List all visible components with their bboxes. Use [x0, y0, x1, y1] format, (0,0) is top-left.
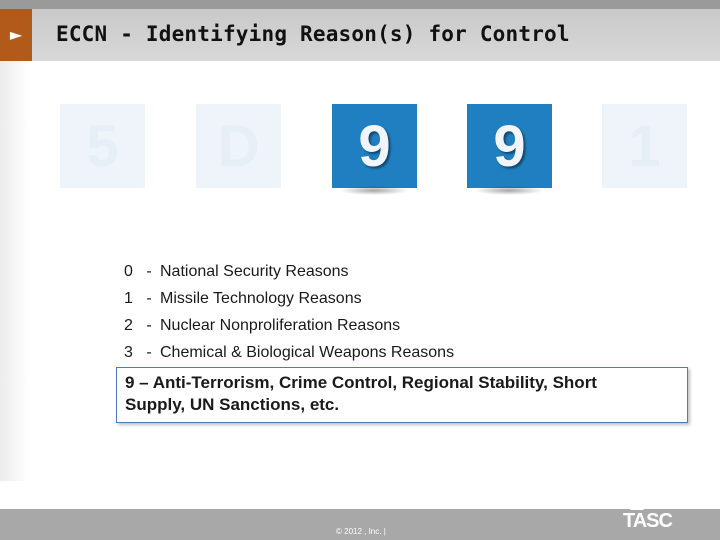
logo-triangle-icon — [630, 496, 644, 510]
callout-line-2: Supply, UN Sanctions, etc. — [125, 395, 340, 414]
eccn-digit-2: D — [196, 104, 281, 188]
play-arrow-icon: ► — [9, 25, 23, 44]
reason-number: 1 — [124, 289, 133, 307]
copyright-text: © 2012 , Inc. | — [336, 527, 386, 536]
callout-line-1: 9 – Anti-Terrorism, Crime Control, Regional Stability, Short — [125, 373, 597, 392]
reason-number: 3 — [124, 343, 133, 361]
reasons-list — [124, 258, 454, 366]
reason-text: Nuclear Nonproliferation Reasons — [160, 316, 401, 334]
eccn-digit-3: 9 — [332, 104, 417, 188]
list-item — [124, 312, 454, 339]
list-item — [124, 339, 454, 366]
eccn-digit-4: 9 — [467, 104, 552, 188]
reason-dash: - — [146, 289, 152, 307]
reason-number: 0 — [124, 262, 133, 280]
reason-dash: - — [146, 316, 152, 334]
list-item — [124, 285, 454, 312]
logo-text: TASC — [623, 510, 672, 532]
reason-text: National Security Reasons — [160, 262, 349, 280]
title-accent — [0, 9, 32, 61]
list-item — [124, 258, 454, 285]
left-gradient — [0, 61, 30, 481]
eccn-digit-1: 5 — [60, 104, 145, 188]
reason-number: 2 — [124, 316, 133, 334]
eccn-digit-5: 1 — [602, 104, 687, 188]
reason-dash: - — [146, 262, 152, 280]
digit-shadow — [474, 186, 544, 195]
slide-title: ECCN - Identifying Reason(s) for Control — [56, 22, 570, 46]
reason-text: Chemical & Biological Weapons Reasons — [160, 343, 455, 361]
top-stripe — [0, 0, 720, 9]
anti-terrorism-callout — [116, 367, 688, 423]
reason-text: Missile Technology Reasons — [160, 289, 362, 307]
tasc-logo — [620, 496, 680, 536]
digit-shadow — [339, 186, 409, 195]
reason-dash: - — [146, 343, 152, 361]
